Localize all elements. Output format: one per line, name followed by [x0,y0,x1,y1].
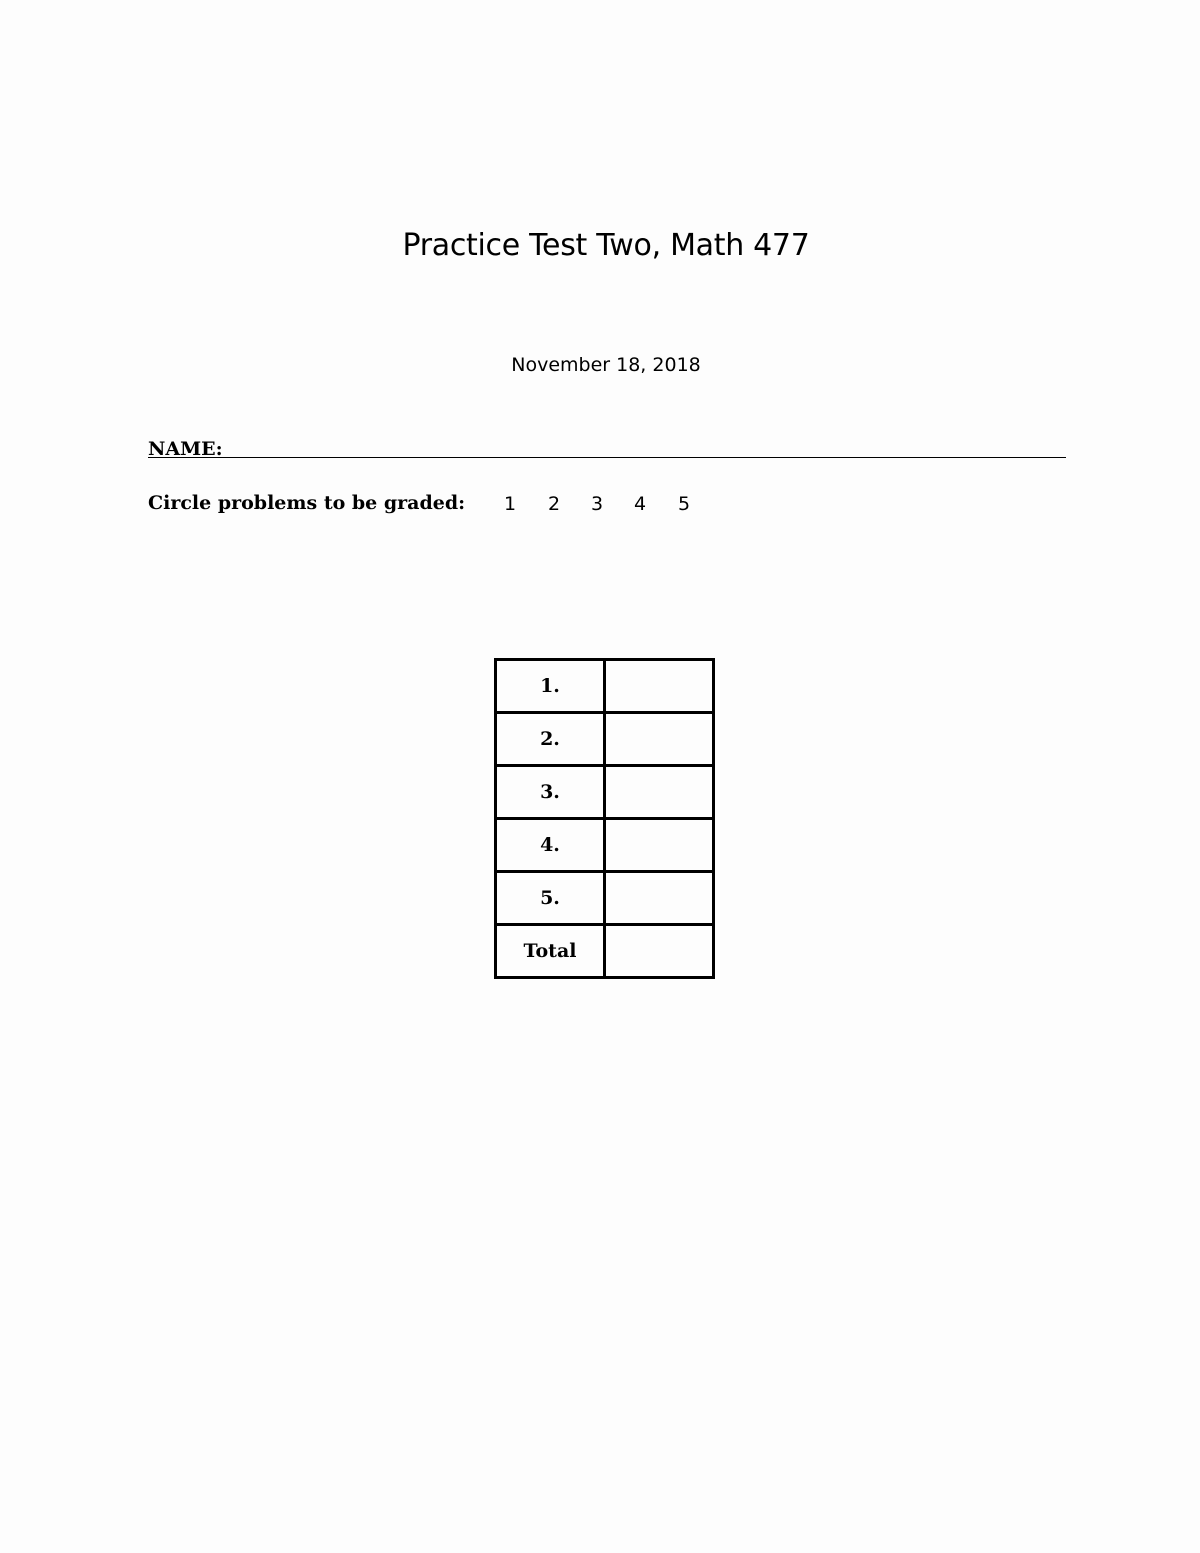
table-row [496,713,714,766]
problem-number-1[interactable]: 1 [504,493,517,515]
circle-problems-label: Circle problems to be graded: [148,492,466,514]
total-score-cell[interactable] [605,925,714,978]
name-label: NAME: [148,438,223,460]
table-row [496,925,714,978]
problem-label-cell: 3. [496,766,605,819]
problem-number-2[interactable]: 2 [548,493,561,515]
table-row [496,872,714,925]
table-row [496,766,714,819]
problem-label-cell: 1. [496,660,605,713]
page-title: Practice Test Two, Math 477 [402,228,810,263]
table-row [496,819,714,872]
problem-number-3[interactable]: 3 [591,493,604,515]
problem-selection-row [148,492,848,518]
problem-number-5[interactable]: 5 [678,493,691,515]
problem-label-cell: 4. [496,819,605,872]
test-date: November 18, 2018 [511,354,701,376]
problem-label-cell: 5. [496,872,605,925]
score-cell[interactable] [605,766,714,819]
table-row [496,660,714,713]
problem-label-cell: 2. [496,713,605,766]
problem-number-4[interactable]: 4 [634,493,647,515]
score-cell[interactable] [605,713,714,766]
name-underline [148,457,1066,458]
score-cell[interactable] [605,819,714,872]
total-label-cell: Total [496,925,605,978]
grade-table [494,658,715,979]
score-cell[interactable] [605,872,714,925]
name-field[interactable] [148,438,1066,460]
score-cell[interactable] [605,660,714,713]
